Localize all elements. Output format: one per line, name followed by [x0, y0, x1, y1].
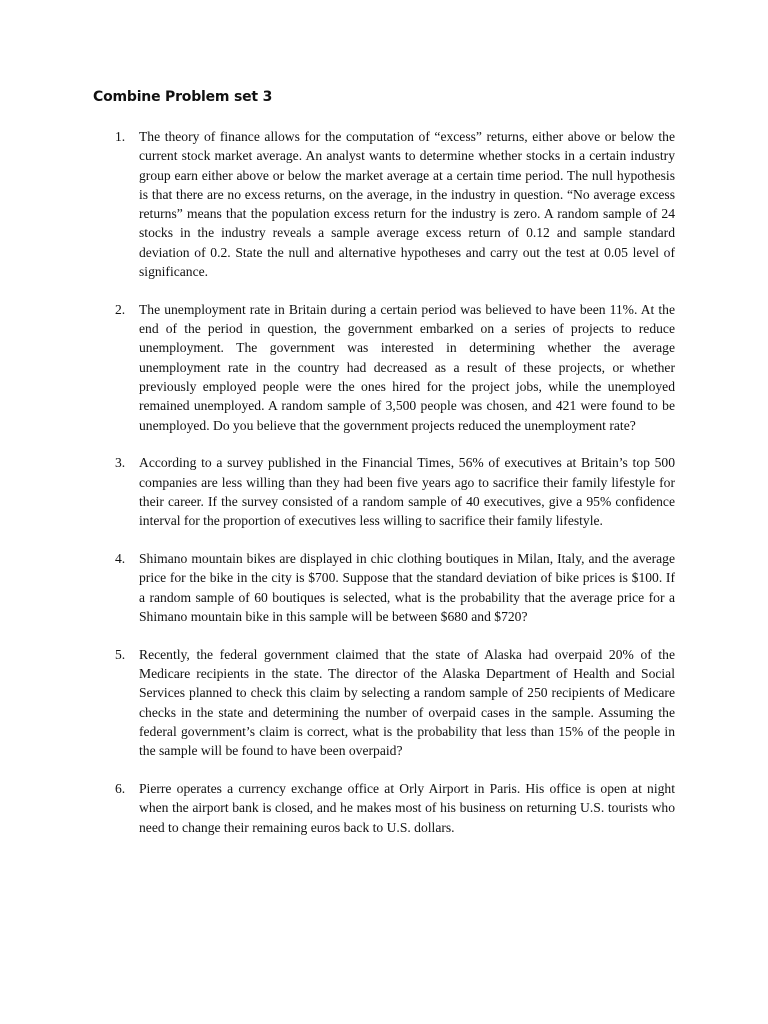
problem-list [115, 127, 675, 837]
problem-item-6 [115, 779, 675, 837]
problem-number: 6. [115, 781, 126, 797]
problem-item-4 [115, 549, 675, 626]
problem-item-5 [115, 645, 675, 761]
problem-item-1 [115, 127, 675, 281]
problem-text: Pierre operates a currency exchange office at Orly Airport in Paris. His office is open at night when the airport bank is closed, and he makes most of his business on returning U.S. tourists who need to change their remaining euros back to U.S. dollars. [139, 781, 675, 835]
problem-number: 1. [115, 129, 126, 144]
problem-number: 5. [115, 646, 126, 662]
problem-text: The unemployment rate in Britain during a certain period was believed to have been 11%. At the end of the period in question, the government embarked on a series of projects to reduce unemployment. The government was interested in determining whether the average unemployment rate in the country had decreased as a result of these projects, or whether previously employed people were the ones hired for the project jobs, while the unemployed remained unemployed. A random sample of 3,500 people was chosen, and 421 were found to be unemployed. Do you believe that the government projects reduced the unemployment rate? [139, 301, 675, 433]
problem-number: 2. [115, 301, 126, 317]
problem-text: According to a survey published in the Financial Times, 56% of executives at Britain’s top 500 companies are less willing than they had been five years ago to sacrifice their family lifestyle for their career. If the survey consisted of a random sample of 40 executives, give a 95% confidence interval for the proportion of executives less willing to sacrifice their family lifestyle. [139, 455, 675, 529]
problem-number: 3. [115, 455, 126, 471]
problem-item-2 [115, 300, 675, 435]
problem-text: Recently, the federal government claimed that the state of Alaska had overpaid 20% of the Medicare recipients in the state. The director of the Alaska Department of Health and Social Services planned to check this claim by selecting a random sample of 250 recipients of Medicare checks in the state and determining the number of overpaid cases in the sample. Assuming the federal government’s claim is correct, what is the probability that less than 15% of the people in the sample will be found to have been overpaid? [139, 646, 675, 759]
problem-item-3 [115, 453, 675, 530]
problem-number: 4. [115, 551, 126, 567]
document-title: Combine Problem set 3 [93, 89, 273, 105]
problem-text: Shimano mountain bikes are displayed in chic clothing boutiques in Milan, Italy, and the average price for the bike in the city is $700. Suppose that the standard deviation of bike prices is $100. If a random sample of 60 boutiques is selected, what is the probability that the average price for a Shimano mountain bike in this sample will be between $680 and $720? [139, 551, 675, 625]
problem-text: The theory of finance allows for the computation of “excess” returns, either above or below the current stock market average. An analyst wants to determine whether stocks in a certain industry group earn either above or below the market average at a certain time period. The null hypothesis is that there are no excess returns, on the average, in the industry in question. “No average excess returns” means that the population excess return for the industry is zero. A random sample of 24 stocks in the industry reveals a sample average excess return of 0.12 and sample standard deviation of 0.2. State the null and alternative hypotheses and carry out the test at 0.05 level of significance. [139, 129, 675, 280]
